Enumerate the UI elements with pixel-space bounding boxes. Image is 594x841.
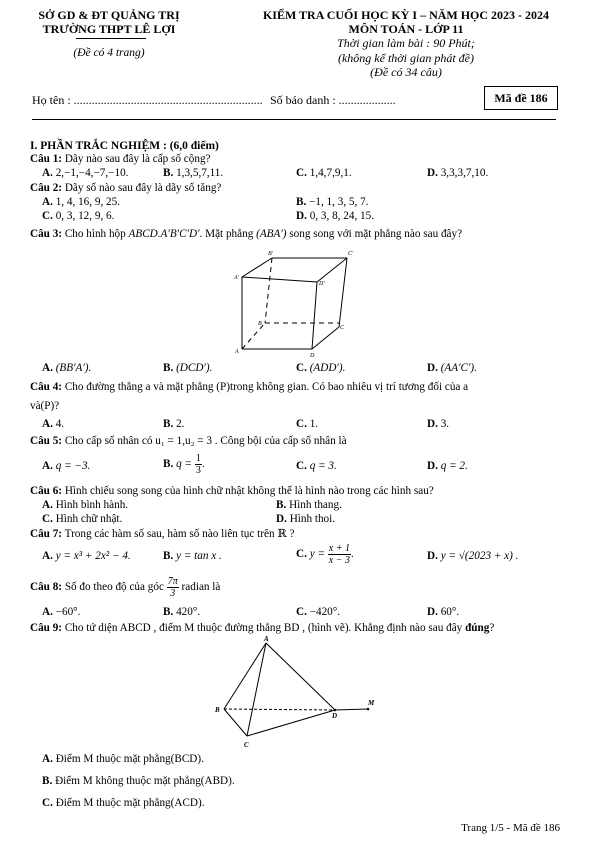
fraction-numerator: 7π xyxy=(167,576,178,587)
q6-option-b[interactable] xyxy=(276,499,342,511)
page-footer: Trang 1/5 - Mã đề 186 xyxy=(461,822,560,834)
option-text: Hình thoi. xyxy=(289,513,336,525)
school-name: TRƯỜNG THPT LÊ LỢI xyxy=(42,22,176,36)
q8-option-c[interactable] xyxy=(296,606,340,618)
question-text: Cho hình hộp xyxy=(64,228,126,240)
question-label: Câu 4: xyxy=(30,381,63,393)
q7-option-b[interactable] xyxy=(163,550,222,562)
question-label: Câu 5: xyxy=(30,435,63,447)
option-text: (DCD′). xyxy=(176,362,213,374)
option-letter: B. xyxy=(163,167,174,179)
option-letter: C. xyxy=(296,606,307,618)
option-letter: C. xyxy=(296,418,307,430)
question-text: Cho cấp số nhân có u₁ = 1,u₂ = 3 . Công bội của cấp số nhân là xyxy=(64,435,347,447)
option-letter: D. xyxy=(427,167,438,179)
pages-note: (Đề có 4 trang) xyxy=(73,47,145,59)
question-4-line2: và(P)? xyxy=(30,400,60,412)
q2-option-d[interactable] xyxy=(296,210,374,222)
q1-option-c[interactable] xyxy=(296,167,352,179)
question-text: Cho đường thẳng a và mặt phẳng (P)trong không gian. Có bao nhiêu vị trí tương đối của a xyxy=(64,381,469,393)
option-letter: B. xyxy=(276,499,287,511)
exam-time: Thời gian làm bài : 90 Phút; xyxy=(337,36,475,50)
option-letter: D. xyxy=(276,513,287,525)
q6-option-c[interactable] xyxy=(42,513,122,525)
option-text: Điểm M không thuộc mặt phẳng(ABD). xyxy=(55,775,235,787)
question-text: song song với mặt phẳng nào sau đây? xyxy=(289,228,463,240)
q5-option-a[interactable] xyxy=(42,460,90,472)
q3-option-c[interactable] xyxy=(296,362,345,374)
vertex-label: B xyxy=(258,321,262,327)
option-text: −1, 1, 3, 5, 7. xyxy=(309,196,369,208)
question-label: Câu 9: xyxy=(30,622,63,634)
option-letter: A. xyxy=(42,167,53,179)
questions-note: (Đề có 34 câu) xyxy=(370,65,442,79)
header-divider xyxy=(76,38,146,39)
option-letter: B. xyxy=(163,418,174,430)
question-label: Câu 1: xyxy=(30,153,63,165)
exam-code: Mã đề 186 xyxy=(494,91,548,105)
option-text: Điểm M thuộc mặt phẳng(BCD). xyxy=(55,753,204,765)
option-text: 1,4,7,9,1. xyxy=(309,167,352,179)
fraction-numerator: 1 xyxy=(195,453,201,464)
q9-option-a[interactable] xyxy=(42,753,204,765)
q6-option-d[interactable] xyxy=(276,513,335,525)
question-label: Câu 2: xyxy=(30,182,63,194)
option-letter: B. xyxy=(296,196,307,208)
q7-option-c[interactable]: C. y = $\frac{x + 1}{x - 3}$ . xyxy=(296,543,354,566)
question-text: ? xyxy=(489,622,495,634)
question-3 xyxy=(30,228,462,240)
question-6 xyxy=(30,485,434,497)
fraction-denominator: 3 xyxy=(170,588,176,599)
vertex-label: C xyxy=(340,325,345,331)
section-title: I. PHẦN TRẮC NGHIỆM : (6,0 điểm) xyxy=(30,140,219,152)
option-text: q = 2. xyxy=(440,460,468,472)
option-text: 1, 4, 16, 9, 25. xyxy=(55,196,121,208)
dept-name: SỞ GD & ĐT QUẢNG TRỊ xyxy=(38,8,180,22)
option-letter: A. xyxy=(42,753,53,765)
option-text: y = xyxy=(309,548,325,561)
q3-option-d[interactable] xyxy=(427,362,477,374)
option-letter: A. xyxy=(42,499,53,511)
vertex-label: B' xyxy=(268,251,273,257)
q1-option-b[interactable] xyxy=(163,167,223,179)
q1-option-a[interactable] xyxy=(42,167,128,179)
exam-title: KIỂM TRA CUỐI HỌC KỲ I – NĂM HỌC 2023 - 2024 xyxy=(262,8,550,22)
option-letter: D. xyxy=(427,418,438,430)
q2-option-c[interactable] xyxy=(42,210,114,222)
option-text: q = −3. xyxy=(55,460,91,472)
option-letter: B. xyxy=(163,550,174,562)
time-note: (không kể thời gian phát đề) xyxy=(337,51,475,65)
q8-option-d[interactable] xyxy=(427,606,459,618)
option-text: y = √(2023 + x) . xyxy=(440,550,519,562)
q5-option-d[interactable] xyxy=(427,460,468,472)
fraction-denominator: 3 xyxy=(195,465,201,476)
question-emphasis: đúng xyxy=(465,622,490,634)
q8-option-b[interactable] xyxy=(163,606,200,618)
q9-option-c[interactable] xyxy=(42,797,205,809)
question-math: ABCD.A′B′C′D′ xyxy=(128,228,200,240)
q3-option-b[interactable] xyxy=(163,362,212,374)
vertex-label: A xyxy=(264,635,269,643)
question-label: Câu 7: xyxy=(30,528,63,540)
vertex-label: C' xyxy=(348,251,354,257)
q7-option-d[interactable] xyxy=(427,550,518,562)
option-letter: D. xyxy=(296,210,307,222)
question-5 xyxy=(30,435,347,447)
fraction xyxy=(195,453,202,476)
q7-option-a[interactable] xyxy=(42,550,131,562)
q2-option-b[interactable] xyxy=(296,196,369,208)
vertex-label: A xyxy=(235,349,239,355)
option-letter: C. xyxy=(296,167,307,179)
option-letter: C. xyxy=(42,210,53,222)
question-text: Trong các hàm số sau, hàm số nào liên tục trên ℝ ? xyxy=(64,528,295,540)
q6-option-a[interactable] xyxy=(42,499,128,511)
option-letter: C. xyxy=(296,362,307,374)
option-text: 0, 3, 12, 9, 6. xyxy=(55,210,115,222)
option-text: 0, 3, 8, 24, 15. xyxy=(309,210,375,222)
option-letter: A. xyxy=(42,606,53,618)
q4-option-d[interactable] xyxy=(427,418,449,430)
question-text: Cho tứ diện ABCD , điểm M thuộc đường thẳng BD , (hình vẽ). Khẳng định nào sau đây xyxy=(64,622,463,634)
question-text: . Mặt phẳng xyxy=(199,228,254,240)
option-text: 4. xyxy=(55,418,65,430)
question-4 xyxy=(30,381,468,393)
option-text: Hình chữ nhật. xyxy=(55,513,123,525)
option-text: −60°. xyxy=(55,606,81,618)
question-text: Dãy số nào sau đây là dãy số tăng? xyxy=(64,182,222,194)
option-letter: B. xyxy=(163,458,174,471)
question-7 xyxy=(30,527,294,540)
question-2 xyxy=(30,182,221,194)
option-letter: C. xyxy=(42,513,53,525)
subject: MÔN TOÁN - LỚP 11 xyxy=(348,22,464,36)
option-text: (ADD′). xyxy=(309,362,346,374)
option-text: (AA′C′). xyxy=(440,362,477,374)
option-letter: B. xyxy=(163,606,174,618)
option-text: Hình bình hành. xyxy=(55,499,129,511)
option-text: 3. xyxy=(440,418,450,430)
q9-option-b[interactable] xyxy=(42,775,235,787)
vertex-label: A' xyxy=(234,275,239,281)
option-letter: C. xyxy=(296,548,307,561)
question-1 xyxy=(30,153,211,165)
question-text: Dãy nào sau đây là cấp số cộng? xyxy=(64,153,211,165)
q2-option-a[interactable] xyxy=(42,196,120,208)
q1-option-d[interactable] xyxy=(427,167,488,179)
q4-option-b[interactable] xyxy=(163,418,184,430)
option-text: −420°. xyxy=(309,606,341,618)
option-letter: A. xyxy=(42,460,53,472)
vertex-label: C xyxy=(244,741,249,749)
vertex-label: M xyxy=(368,699,375,707)
question-text: Số đo theo độ của góc xyxy=(64,581,164,594)
option-letter: B. xyxy=(42,775,53,787)
option-letter: A. xyxy=(42,196,53,208)
header-bottom-rule xyxy=(32,119,556,120)
option-text: y = tan x . xyxy=(176,550,222,562)
exam-code-box xyxy=(484,86,558,110)
option-letter: A. xyxy=(42,550,53,562)
sbd-field: Số báo danh : ................... xyxy=(270,93,396,107)
option-text: 3,3,3,7,10. xyxy=(440,167,489,179)
option-text: q = xyxy=(176,458,193,471)
q5-option-c[interactable] xyxy=(296,460,337,472)
tetrahedron-figure xyxy=(210,634,382,750)
option-letter: B. xyxy=(163,362,174,374)
option-text: y = x³ + 2x² − 4. xyxy=(55,550,131,562)
option-text: 1,3,5,7,11. xyxy=(176,167,224,179)
question-math: (ABA′) xyxy=(256,228,287,240)
option-letter: D. xyxy=(427,550,438,562)
option-text: Hình thang. xyxy=(289,499,342,511)
option-text: 60°. xyxy=(440,606,460,618)
vertex-label: D' xyxy=(319,281,325,287)
vertex-label: D xyxy=(310,353,315,357)
option-letter: A. xyxy=(42,418,53,430)
option-text: 2,−1,−4,−7,−10. xyxy=(55,167,129,179)
fraction-denominator: x − 3 xyxy=(328,555,350,566)
question-label: Câu 8: xyxy=(30,581,63,594)
vertex-label: D xyxy=(332,712,338,720)
option-text: 1. xyxy=(309,418,319,430)
name-field: Họ tên : ............................................................... xyxy=(32,93,263,107)
option-text: (BB′A′). xyxy=(55,362,92,374)
option-letter: A. xyxy=(42,362,53,374)
fraction-numerator: x + 1 xyxy=(328,543,350,554)
option-letter: C. xyxy=(42,797,53,809)
option-text: q = 3. xyxy=(309,460,337,472)
option-text: 420°. xyxy=(176,606,201,618)
option-letter: D. xyxy=(427,460,438,472)
q5-option-b[interactable]: B. q = $\frac{1}{3}$ . xyxy=(163,453,205,476)
question-8 xyxy=(30,576,220,599)
question-text: radian là xyxy=(181,581,221,594)
fraction xyxy=(167,576,179,599)
q4-option-a[interactable] xyxy=(42,418,64,430)
q8-option-a[interactable] xyxy=(42,606,80,618)
option-text: Điểm M thuộc mặt phẳng(ACD). xyxy=(55,797,205,809)
question-9 xyxy=(30,622,494,634)
question-text: Hình chiếu song song của hình chữ nhật không thể là hình nào trong các hình sau? xyxy=(64,485,434,497)
option-letter: D. xyxy=(427,606,438,618)
option-letter: C. xyxy=(296,460,307,472)
option-text: 2. xyxy=(176,418,185,430)
q4-option-c[interactable] xyxy=(296,418,318,430)
question-label: Câu 3: xyxy=(30,228,63,240)
fraction xyxy=(328,543,351,566)
q3-option-a[interactable] xyxy=(42,362,91,374)
vertex-label: B xyxy=(215,706,220,714)
option-letter: D. xyxy=(427,362,438,374)
question-label: Câu 6: xyxy=(30,485,63,497)
parallelepiped-figure xyxy=(232,247,354,357)
